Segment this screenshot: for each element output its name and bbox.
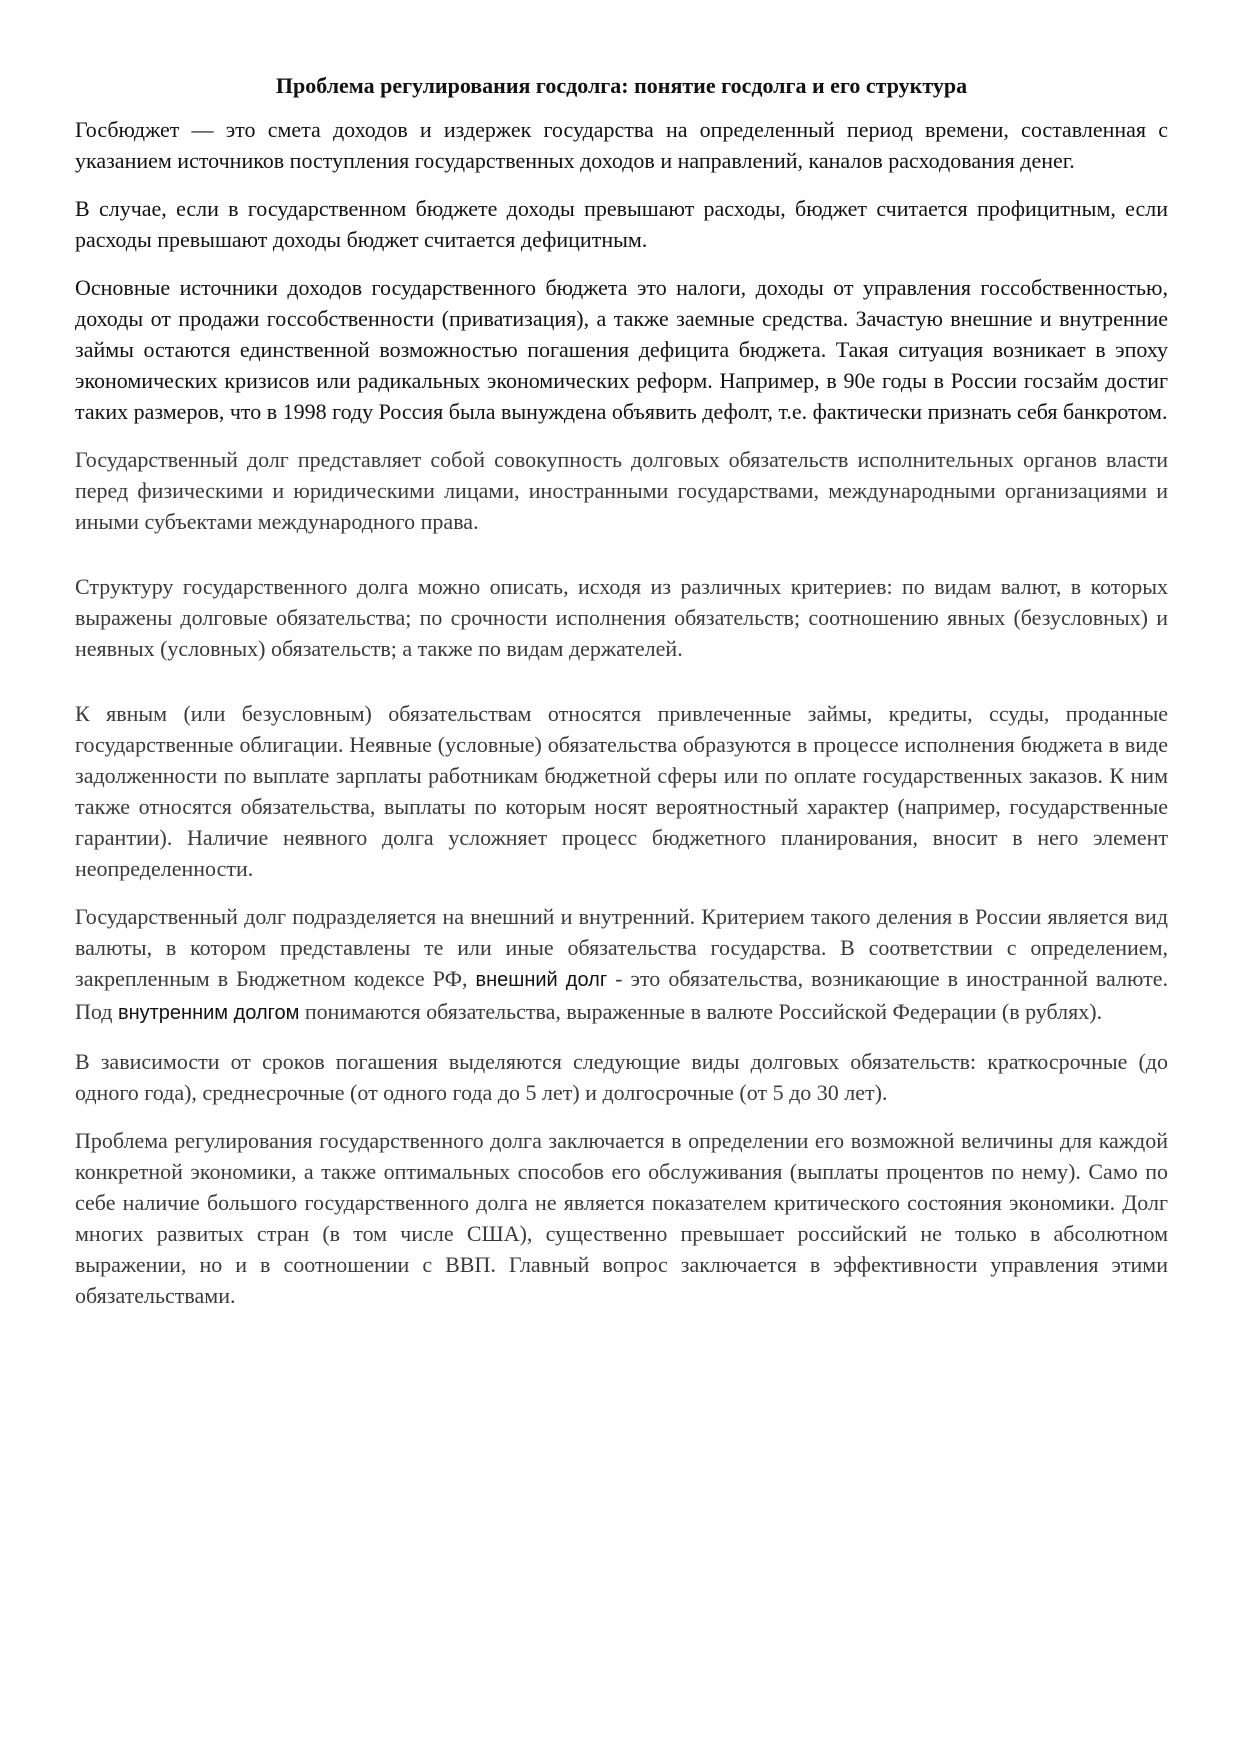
paragraph-explicit-implicit: К явным (или безусловным) обязательствам относятся привлеченные займы, кредиты, ссуды, проданные государственные облигации. Неявные (условные) обязательства образуются в процессе исполнения бюджета в виде задолженности по выплате зарплаты работникам бюджетной сферы или по оплате государственных заказов. К ним также относятся обязательства, выплаты по которым носят вероятностный характер (например, государственные гарантии). Наличие неявного долга усложняет процесс бюджетного планирования, вносит в него элемент неопределенности.	[75, 701, 1168, 881]
paragraph-text-part: - это обязательства, возникающие в иностранной валюте. Под	[75, 966, 1168, 1024]
paragraph-external-internal	[75, 901, 1168, 1029]
document-title: Проблема регулирования госдолга: понятие госдолга и его структура	[275, 73, 968, 98]
document-page	[75, 70, 1168, 1328]
paragraph-budget-definition: Госбюджет — это смета доходов и издержек государства на определенный период времени, составленная с указанием источников поступления государственных доходов и направлений, каналов расходования денег.	[75, 117, 1168, 173]
paragraph-surplus-deficit: В случае, если в государственном бюджете доходы превышают расходы, бюджет считается профицитным, если расходы превышают доходы бюджет считается дефицитным.	[75, 196, 1168, 252]
paragraph-maturity-types: В зависимости от сроков погашения выделяются следующие виды долговых обязательств: краткосрочные (до одного года), среднесрочные (от одного года до 5 лет) и долгосрочные (от 5 до 30 лет).	[75, 1049, 1168, 1105]
paragraph-revenue-sources: Основные источники доходов государственного бюджета это налоги, доходы от управления госсобственностью, доходы от продажи госсобственности (приватизация), а также заемные средства. Зачастую внешние и внутренние займы остаются единственной возможностью погашения дефицита бюджета. Такая ситуация возникает в эпоху экономических кризисов или радикальных экономических реформ. Например, в 90е годы в России госзайм достиг таких размеров, что в 1998 году Россия была вынуждена объявить дефолт, т.е. фактически признать себя банкротом.	[75, 275, 1168, 424]
paragraph-text-part: Государственный долг подразделяется на внешний и внутренний. Критерием такого деления в России является вид валюты, в котором представлены те или иные обязательства государства. В соответствии с определением, закрепленным в Бюджетном кодексе РФ,	[75, 904, 1168, 991]
term-external-debt: внешний долг	[475, 969, 608, 991]
term-internal-debt: внутренним долгом	[117, 1002, 300, 1024]
paragraph-debt-regulation-problem: Проблема регулирования государственного долга заключается в определении его возможной величины для каждой конкретной экономики, а также оптимальных способов его обслуживания (выплаты процентов по нему). Само по себе наличие большого государственного долга не является показателем критического состояния экономики. Долг многих развитых стран (в том числе США), существенно превышает российский не только в абсолютном выражении, но и в соотношении с ВВП. Главный вопрос заключается в эффективности управления этими обязательствами.	[75, 1128, 1168, 1308]
paragraph-debt-structure: Структуру государственного долга можно описать, исходя из различных критериев: по видам валют, в которых выражены долговые обязательства; по срочности исполнения обязательств; соотношению явных (безусловных) и неявных (условных) обязательств; а также по видам держателей.	[75, 574, 1168, 661]
paragraph-public-debt-definition: Государственный долг представляет собой совокупность долговых обязательств исполнительных органов власти перед физическими и юридическими лицами, иностранными государствами, международными организациями и иными субъектами международного права.	[75, 447, 1168, 534]
paragraph-text-part: понимаются обязательства, выраженные в валюте Российской Федерации (в рублях).	[299, 999, 1103, 1024]
